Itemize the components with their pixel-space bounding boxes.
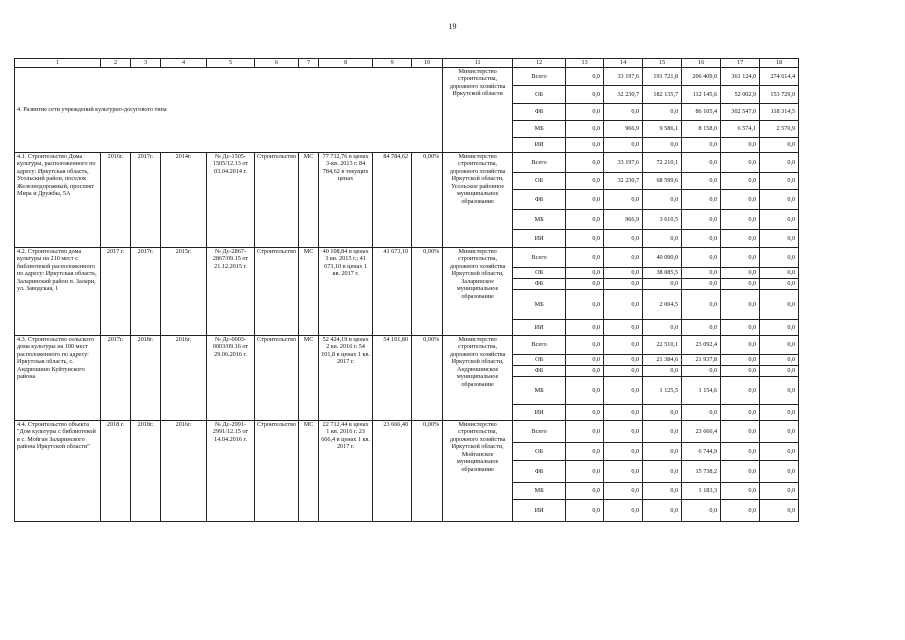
- amount-cell: 0,0: [721, 366, 760, 377]
- amount-cell: 0,0: [760, 377, 799, 405]
- section-row: [15, 421, 799, 443]
- estimated-cost: 77 712,76 в ценах 3-кв. 2013 г. 84 784,62 в текущих ценах: [319, 153, 373, 248]
- amount-cell: 0,0: [566, 290, 604, 320]
- amount-cell: 0,0: [604, 377, 643, 405]
- work-type: Строительство: [255, 336, 299, 421]
- expertise-year: 2016г.: [161, 421, 207, 522]
- responsible-agency: Министерство строительства, дорожного хозяйства Иркутской области, Андрюшинское муниципальное образование: [443, 336, 513, 421]
- amount-cell: 0,0: [682, 248, 721, 268]
- amount-cell: 0,0: [566, 355, 604, 366]
- readiness-percent: 0,00%: [412, 153, 443, 248]
- readiness-percent: 0,00%: [412, 248, 443, 336]
- amount-cell: 23 092,4: [682, 336, 721, 355]
- amount-cell: 0,0: [760, 210, 799, 230]
- amount-cell: 966,9: [604, 210, 643, 230]
- amount-cell: 0,0: [682, 153, 721, 173]
- responsible-agency: Министерство строительства, дорожного хозяйства Иркутской области: [443, 68, 513, 153]
- amount-cell: 0,0: [760, 290, 799, 320]
- amount-cell: 0,0: [760, 248, 799, 268]
- responsible-agency: Министерство строительства, дорожного хозяйства Иркутской области, Усольское районное муниципальное образование: [443, 153, 513, 248]
- amount-cell: 0,0: [566, 279, 604, 290]
- readiness-percent: 0,00%: [412, 421, 443, 522]
- amount-cell: 2 004,5: [643, 290, 682, 320]
- amount-cell: 0,0: [721, 290, 760, 320]
- amount-cell: 3 610,5: [643, 210, 682, 230]
- amount-cell: 0,0: [604, 443, 643, 461]
- amount-cell: 0,0: [643, 500, 682, 522]
- amount-cell: 0,0: [721, 190, 760, 210]
- funding-source: Всего: [513, 248, 566, 268]
- estimated-cost: 52 424,19 в ценах 2 кв. 2016 г. 54 101,8 в ценах 1 кв. 2017 г.: [319, 336, 373, 421]
- readiness-percent: 0,00%: [412, 336, 443, 421]
- power-unit: МС: [299, 336, 319, 421]
- start-year: 2018 г.: [101, 421, 131, 522]
- page-number: 19: [448, 22, 457, 31]
- expertise-conclusion: № Дс-1505-1505/12.13 от 03.04.2014 г.: [207, 153, 255, 248]
- funding-source: ФБ: [513, 190, 566, 210]
- amount-cell: 0,0: [721, 483, 760, 500]
- expertise-year: 2016г.: [161, 336, 207, 421]
- amount-cell: 0,0: [682, 138, 721, 153]
- amount-cell: 0,0: [604, 461, 643, 483]
- amount-cell: 0,0: [604, 405, 643, 421]
- end-year: 2018г.: [131, 336, 161, 421]
- funding-source: ФБ: [513, 104, 566, 121]
- amount-cell: 6 744,9: [682, 443, 721, 461]
- amount-cell: 0,0: [604, 500, 643, 522]
- start-year: 2017 г.: [101, 248, 131, 336]
- amount-cell: 0,0: [721, 421, 760, 443]
- column-number: 16: [682, 59, 721, 68]
- amount-cell: 0,0: [760, 355, 799, 366]
- amount-cell: 0,0: [643, 138, 682, 153]
- amount-cell: 15 738,2: [682, 461, 721, 483]
- amount-cell: 0,0: [760, 500, 799, 522]
- amount-cell: 0,0: [566, 190, 604, 210]
- remaining-cost: 23 666,40: [373, 421, 412, 522]
- amount-cell: 0,0: [566, 421, 604, 443]
- amount-cell: 0,0: [566, 86, 604, 104]
- object-name: 4.2. Строительство дома культуры на 210 мест с библиотекой расположенного по адресу: Иркутская область, Заларинский район п. Залари, ул. Заводская, 1: [15, 248, 101, 336]
- funding-source: Всего: [513, 336, 566, 355]
- funding-source: МБ: [513, 377, 566, 405]
- amount-cell: 182 135,7: [643, 86, 682, 104]
- power-unit: МС: [299, 153, 319, 248]
- section-row: [15, 248, 799, 268]
- amount-cell: 0,0: [682, 366, 721, 377]
- column-number: 14: [604, 59, 643, 68]
- amount-cell: 0,0: [760, 461, 799, 483]
- amount-cell: 0,0: [721, 336, 760, 355]
- amount-cell: 0,0: [760, 443, 799, 461]
- amount-cell: 0,0: [643, 279, 682, 290]
- expertise-conclusion: № Дс-2991-2991/12.15 от 14.04.2016 г.: [207, 421, 255, 522]
- amount-cell: 8 158,0: [682, 121, 721, 138]
- start-year: 2016г.: [101, 153, 131, 248]
- work-type: Строительство: [255, 421, 299, 522]
- amount-cell: 118 314,5: [760, 104, 799, 121]
- funding-source: ФБ: [513, 279, 566, 290]
- funding-source: МБ: [513, 483, 566, 500]
- funding-source: Всего: [513, 68, 566, 86]
- amount-cell: 0,0: [566, 68, 604, 86]
- amount-cell: 22 510,1: [643, 336, 682, 355]
- funding-source: ОБ: [513, 355, 566, 366]
- remaining-cost: 41 673,10: [373, 248, 412, 336]
- amount-cell: 1 183,3: [682, 483, 721, 500]
- amount-cell: 21 937,8: [682, 355, 721, 366]
- column-number: 5: [207, 59, 255, 68]
- expertise-year: 2015г.: [161, 248, 207, 336]
- end-year: 2018г.: [131, 421, 161, 522]
- amount-cell: 0,0: [566, 336, 604, 355]
- amount-cell: 0,0: [566, 173, 604, 190]
- amount-cell: 0,0: [604, 483, 643, 500]
- power-unit: МС: [299, 248, 319, 336]
- funding-source: ИИ: [513, 500, 566, 522]
- amount-cell: 0,0: [760, 190, 799, 210]
- amount-cell: 0,0: [721, 377, 760, 405]
- amount-cell: 0,0: [566, 138, 604, 153]
- amount-cell: 153 729,0: [760, 86, 799, 104]
- funding-source: ОБ: [513, 173, 566, 190]
- amount-cell: 0,0: [643, 483, 682, 500]
- amount-cell: 0,0: [643, 461, 682, 483]
- amount-cell: 0,0: [604, 104, 643, 121]
- amount-cell: 0,0: [604, 336, 643, 355]
- amount-cell: 0,0: [643, 443, 682, 461]
- amount-cell: 68 599,6: [643, 173, 682, 190]
- amount-cell: 0,0: [682, 210, 721, 230]
- column-number-row: [15, 59, 799, 68]
- column-number: 8: [319, 59, 373, 68]
- funding-source: МБ: [513, 290, 566, 320]
- amount-cell: 0,0: [643, 366, 682, 377]
- column-number: 13: [566, 59, 604, 68]
- amount-cell: 0,0: [682, 230, 721, 248]
- amount-cell: 0,0: [566, 230, 604, 248]
- column-number: 12: [513, 59, 566, 68]
- amount-cell: 0,0: [643, 190, 682, 210]
- funding-source: ИИ: [513, 405, 566, 421]
- amount-cell: 0,0: [721, 355, 760, 366]
- amount-cell: 1 125,5: [643, 377, 682, 405]
- power-unit: МС: [299, 421, 319, 522]
- funding-source: ФБ: [513, 366, 566, 377]
- amount-cell: 9 586,1: [643, 121, 682, 138]
- amount-cell: 6 574,1: [721, 121, 760, 138]
- amount-cell: 206 409,0: [682, 68, 721, 86]
- amount-cell: 0,0: [760, 320, 799, 336]
- remaining-cost: 54 101,80: [373, 336, 412, 421]
- amount-cell: 274 614,4: [760, 68, 799, 86]
- responsible-agency: Министерство строительства, дорожного хозяйства Иркутской области, Заларинское муниципальное образование: [443, 248, 513, 336]
- funding-source: Всего: [513, 153, 566, 173]
- amount-cell: 0,0: [604, 268, 643, 279]
- amount-cell: 0,0: [643, 405, 682, 421]
- funding-source: ФБ: [513, 461, 566, 483]
- amount-cell: 0,0: [721, 405, 760, 421]
- column-number: 4: [161, 59, 207, 68]
- column-number: 7: [299, 59, 319, 68]
- funding-source: МБ: [513, 210, 566, 230]
- column-number: 15: [643, 59, 682, 68]
- amount-cell: 0,0: [566, 483, 604, 500]
- amount-cell: 0,0: [566, 104, 604, 121]
- object-name: 4.1. Строительство Дома культуры, расположенного по адресу: Иркутская область, Усольский район, поселок Железнодорожный, проспект Мира и Дружбы, 5А: [15, 153, 101, 248]
- amount-cell: 0,0: [682, 190, 721, 210]
- amount-cell: 966,9: [604, 121, 643, 138]
- amount-cell: 0,0: [566, 121, 604, 138]
- amount-cell: 33 197,6: [604, 68, 643, 86]
- column-number: 17: [721, 59, 760, 68]
- amount-cell: 112 145,6: [682, 86, 721, 104]
- amount-cell: 0,0: [760, 421, 799, 443]
- amount-cell: 0,0: [760, 230, 799, 248]
- amount-cell: 0,0: [760, 336, 799, 355]
- amount-cell: 0,0: [604, 355, 643, 366]
- column-number: 6: [255, 59, 299, 68]
- amount-cell: 21 384,6: [643, 355, 682, 366]
- amount-cell: 0,0: [566, 153, 604, 173]
- amount-cell: 0,0: [721, 443, 760, 461]
- column-number: 11: [443, 59, 513, 68]
- expertise-year: 2014г.: [161, 153, 207, 248]
- amount-cell: 0,0: [682, 173, 721, 190]
- amount-cell: 0,0: [721, 173, 760, 190]
- amount-cell: 0,0: [566, 443, 604, 461]
- funding-source: ИИ: [513, 230, 566, 248]
- funding-source: ИИ: [513, 138, 566, 153]
- object-name: 4.4. Строительство объекта "Дом культуры с библиотекой в с. Мойган Заларинского района Иркутской области": [15, 421, 101, 522]
- amount-cell: 0,0: [721, 461, 760, 483]
- funding-source: Всего: [513, 421, 566, 443]
- amount-cell: 0,0: [760, 279, 799, 290]
- amount-cell: 0,0: [760, 173, 799, 190]
- amount-cell: 32 230,7: [604, 86, 643, 104]
- amount-cell: 0,0: [566, 320, 604, 336]
- estimated-cost: 22 712,44 в ценах 1 кв. 2016 г. 23 666,4 в ценах 1 кв. 2017 г.: [319, 421, 373, 522]
- column-number: 10: [412, 59, 443, 68]
- amount-cell: 0,0: [604, 279, 643, 290]
- column-number: 1: [15, 59, 101, 68]
- amount-cell: 0,0: [566, 461, 604, 483]
- column-number: 2: [101, 59, 131, 68]
- amount-cell: 0,0: [604, 421, 643, 443]
- amount-cell: 0,0: [682, 290, 721, 320]
- amount-cell: 0,0: [721, 248, 760, 268]
- column-number: 18: [760, 59, 799, 68]
- section-name: 4. Развитие сети учреждений культурно-досугового типа: [15, 68, 443, 153]
- object-name: 4.3. Строительство сельского дома культуры на 100 мест расположенного по адресу: Иркутская область, с. Андрюшино Куйтунского района: [15, 336, 101, 421]
- work-type: Строительство: [255, 153, 299, 248]
- amount-cell: 40 090,0: [643, 248, 682, 268]
- amount-cell: 2 570,9: [760, 121, 799, 138]
- funding-source: ИИ: [513, 320, 566, 336]
- program-table: [14, 58, 799, 522]
- estimated-cost: 40 108,84 в ценах 3 кв. 2015 г.; 41 673,10 в ценах 1 кв. 2017 г.: [319, 248, 373, 336]
- amount-cell: 0,0: [566, 268, 604, 279]
- amount-cell: 0,0: [604, 320, 643, 336]
- amount-cell: 0,0: [566, 405, 604, 421]
- amount-cell: 0,0: [604, 290, 643, 320]
- amount-cell: 0,0: [721, 279, 760, 290]
- amount-cell: 72 210,1: [643, 153, 682, 173]
- amount-cell: 0,0: [643, 104, 682, 121]
- amount-cell: 0,0: [566, 248, 604, 268]
- column-number: 3: [131, 59, 161, 68]
- amount-cell: 0,0: [760, 153, 799, 173]
- amount-cell: 0,0: [760, 268, 799, 279]
- amount-cell: 0,0: [643, 230, 682, 248]
- amount-cell: 0,0: [721, 320, 760, 336]
- end-year: 2017г.: [131, 153, 161, 248]
- amount-cell: 0,0: [760, 483, 799, 500]
- funding-source: ОБ: [513, 86, 566, 104]
- amount-cell: 0,0: [682, 279, 721, 290]
- amount-cell: 23 666,4: [682, 421, 721, 443]
- funding-source: ОБ: [513, 268, 566, 279]
- amount-cell: 0,0: [566, 500, 604, 522]
- amount-cell: 0,0: [682, 405, 721, 421]
- amount-cell: 0,0: [604, 366, 643, 377]
- expertise-conclusion: № Дс-0003-0003/09.16 от 29.06.2016 г.: [207, 336, 255, 421]
- amount-cell: 0,0: [760, 405, 799, 421]
- amount-cell: 0,0: [604, 190, 643, 210]
- amount-cell: 0,0: [682, 500, 721, 522]
- expertise-conclusion: № Дс-2867-2867/09.15 от 21.12.2015 г.: [207, 248, 255, 336]
- amount-cell: 191 721,8: [643, 68, 682, 86]
- funding-source: ОБ: [513, 443, 566, 461]
- amount-cell: 0,0: [721, 210, 760, 230]
- section-row: [15, 336, 799, 355]
- amount-cell: 52 002,9: [721, 86, 760, 104]
- column-number: 9: [373, 59, 412, 68]
- amount-cell: 38 085,5: [643, 268, 682, 279]
- amount-cell: 86 105,4: [682, 104, 721, 121]
- amount-cell: 0,0: [566, 366, 604, 377]
- amount-cell: 0,0: [721, 268, 760, 279]
- funding-source: МБ: [513, 121, 566, 138]
- amount-cell: 0,0: [643, 421, 682, 443]
- amount-cell: 0,0: [682, 320, 721, 336]
- amount-cell: 0,0: [721, 138, 760, 153]
- amount-cell: 0,0: [760, 366, 799, 377]
- amount-cell: 0,0: [721, 230, 760, 248]
- amount-cell: 1 154,6: [682, 377, 721, 405]
- section-row: [15, 68, 799, 86]
- amount-cell: 0,0: [721, 500, 760, 522]
- amount-cell: 0,0: [566, 210, 604, 230]
- start-year: 2017г.: [101, 336, 131, 421]
- remaining-cost: 84 784,62: [373, 153, 412, 248]
- responsible-agency: Министерство строительства, дорожного хозяйства Иркутской области, Мойганское муниципальное образование: [443, 421, 513, 522]
- amount-cell: 0,0: [760, 138, 799, 153]
- amount-cell: 302 547,0: [721, 104, 760, 121]
- amount-cell: 0,0: [604, 138, 643, 153]
- amount-cell: 0,0: [721, 153, 760, 173]
- amount-cell: 0,0: [604, 230, 643, 248]
- section-row: [15, 153, 799, 173]
- amount-cell: 0,0: [604, 248, 643, 268]
- work-type: Строительство: [255, 248, 299, 336]
- amount-cell: 33 197,6: [604, 153, 643, 173]
- amount-cell: 0,0: [643, 320, 682, 336]
- amount-cell: 0,0: [566, 377, 604, 405]
- amount-cell: 361 124,0: [721, 68, 760, 86]
- amount-cell: 0,0: [682, 268, 721, 279]
- amount-cell: 32 230,7: [604, 173, 643, 190]
- end-year: 2017г.: [131, 248, 161, 336]
